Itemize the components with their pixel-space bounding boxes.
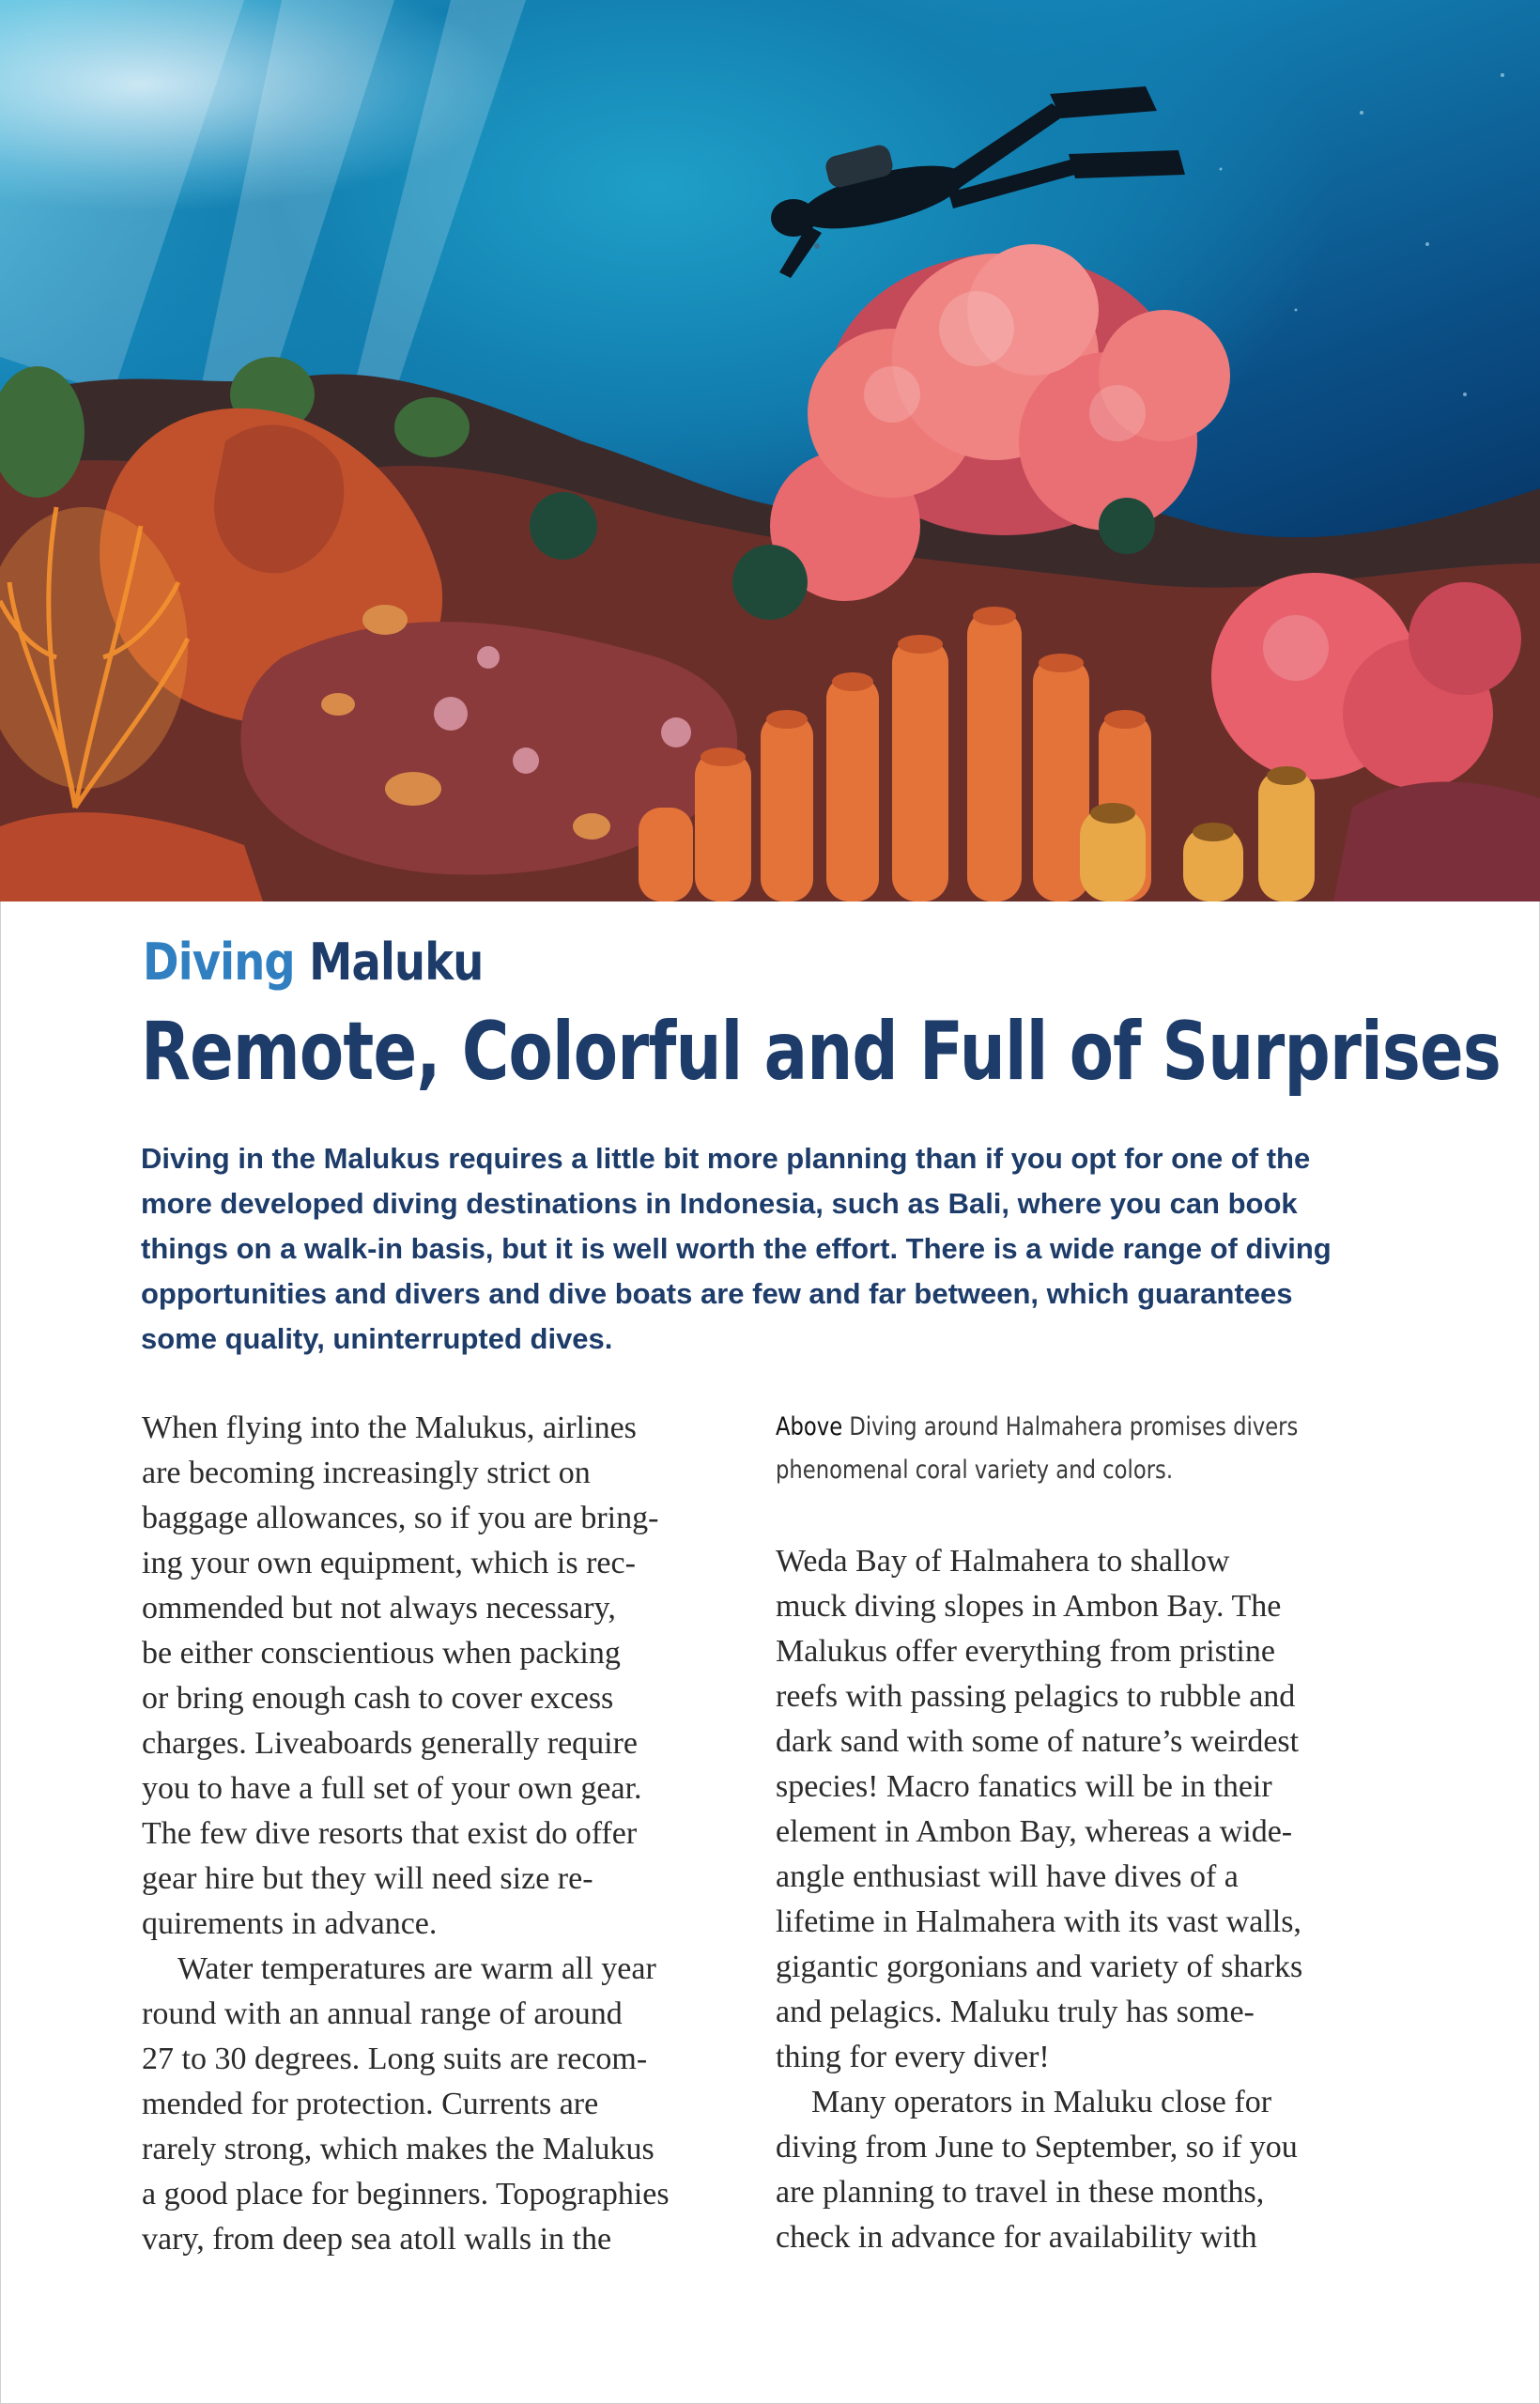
body-line: are becoming increasingly strict on xyxy=(142,1456,591,1490)
body-line: gear hire but they will need size re- xyxy=(142,1861,593,1896)
body-line: element in Ambon Bay, whereas a wide- xyxy=(776,1814,1293,1849)
kicker-diving: Diving xyxy=(143,932,295,992)
body-line: gigantic gorgonians and variety of sharks xyxy=(776,1949,1303,1984)
intro-line: opportunities and divers and dive boats are few and far between, which guarantees xyxy=(141,1277,1293,1310)
kicker-maluku: Maluku xyxy=(309,932,484,992)
article-title: Remote, Colorful and Full of Surprises xyxy=(141,1005,1502,1099)
body-line: vary, from deep sea atoll walls in the xyxy=(142,2222,612,2257)
body-line: lifetime in Halmahera with its vast walls, xyxy=(776,1904,1301,1939)
body-column-left xyxy=(142,1406,752,2262)
body-line: reefs with passing pelagics to rubble and xyxy=(776,1679,1296,1714)
body-line: baggage allowances, so if you are bring- xyxy=(142,1501,659,1535)
body-line: muck diving slopes in Ambon Bay. The xyxy=(776,1589,1282,1624)
body-line: When flying into the Malukus, airlines xyxy=(142,1410,637,1445)
intro-line: some quality, uninterrupted dives. xyxy=(141,1322,613,1355)
body-line: be either conscientious when packing xyxy=(142,1636,621,1671)
body-line: or bring enough cash to cover excess xyxy=(142,1681,614,1716)
body-line: dark sand with some of nature’s weirdest xyxy=(776,1724,1300,1759)
intro-line: things on a walk-in basis, but it is well worth the effort. There is a wide range of diving xyxy=(141,1232,1332,1265)
section-kicker xyxy=(143,932,483,994)
caption-lead: Above xyxy=(776,1412,843,1441)
hero-photo-reef-diver xyxy=(0,0,1540,902)
body-line: Water temperatures are warm all year xyxy=(177,1951,656,1986)
intro-line: more developed diving destinations in Indonesia, such as Bali, where you can book xyxy=(141,1187,1298,1220)
body-line: species! Macro fanatics will be in their xyxy=(776,1769,1272,1804)
body-column-right xyxy=(776,1406,1386,2260)
intro-paragraph xyxy=(141,1136,1380,1362)
reef-illustration xyxy=(0,0,1540,902)
paragraph-baggage xyxy=(142,1406,752,1947)
body-line: Malukus offer everything from pristine xyxy=(776,1634,1275,1669)
body-line: and pelagics. Maluku truly has some- xyxy=(776,1995,1255,2029)
caption-text: phenomenal coral variety and colors. xyxy=(776,1456,1174,1485)
body-line: ing your own equipment, which is rec- xyxy=(142,1546,636,1580)
paragraph-topographies xyxy=(776,1539,1386,2080)
body-line: are planning to travel in these months, xyxy=(776,2175,1265,2210)
body-line: diving from June to September, so if you xyxy=(776,2130,1298,2165)
photo-caption xyxy=(776,1406,1299,1492)
body-line: quirements in advance. xyxy=(142,1906,438,1941)
body-line: Many operators in Maluku close for xyxy=(811,2085,1272,2119)
body-line: mended for protection. Currents are xyxy=(142,2087,599,2121)
intro-line: Diving in the Malukus requires a little bit more planning than if you opt for one of the xyxy=(141,1142,1311,1175)
body-line: angle enthusiast will have dives of a xyxy=(776,1859,1239,1894)
body-line: a good place for beginners. Topographies xyxy=(142,2177,670,2211)
diver-silhouette xyxy=(771,86,1185,278)
paragraph-water-temperatures xyxy=(142,1947,752,2262)
body-line: charges. Liveaboards generally require xyxy=(142,1726,639,1761)
paragraph-operators xyxy=(776,2080,1386,2260)
caption-text: Diving around Halmahera promises divers xyxy=(849,1412,1299,1441)
body-line: thing for every diver! xyxy=(776,2040,1050,2074)
body-line: 27 to 30 degrees. Long suits are recom- xyxy=(142,2042,648,2076)
body-line: Weda Bay of Halmahera to shallow xyxy=(776,1544,1230,1579)
body-line: you to have a full set of your own gear. xyxy=(142,1771,642,1806)
body-line: The few dive resorts that exist do offer xyxy=(142,1816,638,1851)
body-line: round with an annual range of around xyxy=(142,1996,623,2031)
body-line: check in advance for availability with xyxy=(776,2220,1257,2255)
body-line: ommended but not always necessary, xyxy=(142,1591,616,1626)
body-line: rarely strong, which makes the Malukus xyxy=(142,2132,654,2166)
